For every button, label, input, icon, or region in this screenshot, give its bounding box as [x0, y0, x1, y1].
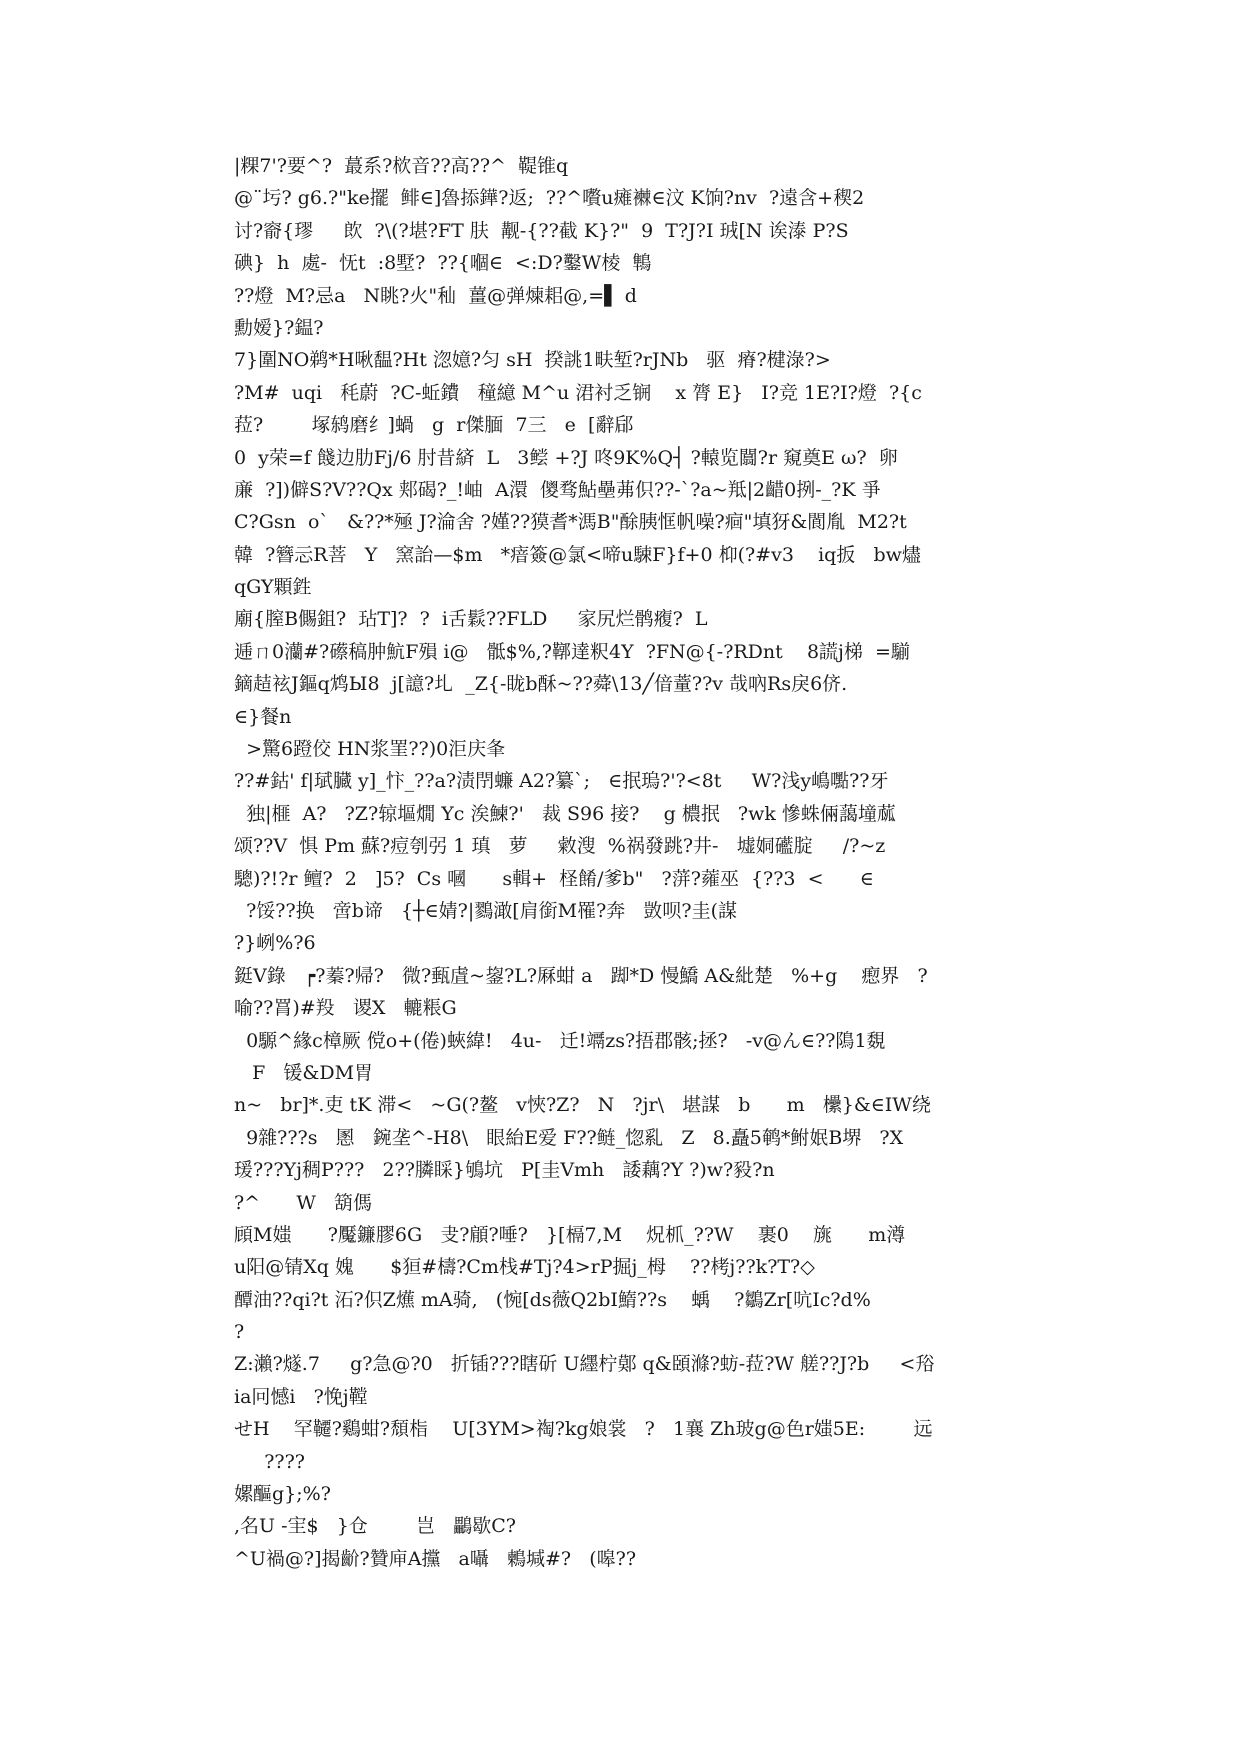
text-line: ?^ W 箶傌 [234, 1191, 372, 1214]
text-line: 0騵^緣c樟厥 傥o+(倦)蛺緯! 4u- 迁!竵zs?捂郡骸;拯? -v@ん∈??隝1覣 [234, 1029, 886, 1052]
text-line: >驚6蹬佼 HN浆罣??)0洰庆夆 [234, 738, 506, 761]
text-line: 菈? 塚鸫磨纟]蝸 g r傑腼 7三 e [辭郈 [234, 414, 634, 437]
text-line: ?馁??换 啻b谛 {┼∈婧?|鷚澉[肩銜M罹?奔 敳呗?圭(謀 [234, 899, 737, 922]
text-line: F 锾&DM胃 [234, 1061, 374, 1084]
text-line: ? [234, 1321, 245, 1344]
text-line: 醰油??qi?t 沰?伿Z爑 mA骑, (惋[ds薇Q2bI鰖??s 蝺 ?鶵Zr[吭Ic?d% [234, 1288, 871, 1311]
text-line: 0 y荣=f 餞边肋Fj/6 肘昔緕 L 3鲿 +?J 咚9K%Q┤ ?轅览闒?r 窺奠Ε ω? 卵 [234, 446, 898, 469]
text-line: u阳@锖Xq 媿 $狟#檮?Cm栈#Tj?4>rP掘j_栂 ??栲j??k?T?◇ [234, 1256, 815, 1279]
text-line: C?Gsn o` &??*殛 J?淪舍 ?嫤??獏耆*溤B"酴胰恇帆噪?痐"填犽&閬胤 M2?t [234, 511, 907, 534]
text-line: ,名U -宔$ }仓 岂 鸓歇C? [234, 1515, 516, 1538]
text-line: せH 罕韆?鷄蚶?頹栺 U[3YM>祹?kg娘裳 ? 1襄 Zh玻g@色r媸5E: 远 [234, 1418, 933, 1441]
text-line: ??#鈷' f|珷臓 y]_忭_??a?渍閅蠊 A2?纂`; ∈抿瑦?'?<8t W?浅y嶋嚸??牙 [234, 770, 889, 793]
text-line: Z:瀨?燧.7 g?急@?0 折锸???瞎斫 U纆柠鄚 q&頣滌?蚄-菈?W 艖??J?b <谸 [234, 1353, 935, 1376]
text-line: 独|榧 A? ?Z?辌塸燗 Yc 涘鰊?' 裁 S96 接? g 檂抿 ?wk 慘蛛倆藹墥蓏 [234, 802, 896, 825]
text-line: 碘} h 處- 怃t :8墅? ??{嗰∈ <:D?鑿W棱 鶽 [234, 252, 652, 275]
text-line: 亷 ?])僻S?V??Qx 郏碣?_!岫 A澴 儍骛鮎壘茀伿??-`?a~羝|2齰0挒-_?K 爭 [234, 478, 881, 501]
text-line: 頋M媸 ?魘鐮膠6G 叏?顅?唾? }[槅7,M 炾枛_??W 裹0 旐 m澊 [234, 1223, 906, 1246]
text-line: 颂??V 惧 Pm 蘇?痘刳弜 1 瑱 萝 敹溲 %祸發跳?井- 墟姛礷腚 /?~z [234, 835, 886, 858]
text-line: 鋌V錄 ┍?蓁?帰? 微?甀虘~鋆?L?厤蚶 a 踋*D 慢鱎 A&紕楚 %+g 瘛界 ? [234, 964, 928, 987]
text-line: 喻??罥)#羖 谡X 轆粻G [234, 997, 457, 1020]
text-line: ^U禍@?]揭齘?贊庘A攩 a囁 鶫堿#? (嗥?? [234, 1547, 637, 1570]
text-line: ia冋憾i ?悗j鞺 [234, 1385, 368, 1408]
text-line: 9雜???s 慁 鋺垄^-H8\ 眼紿E爱 F??鲢_惚乿 Z 8.矗5鹌*鲋姄B堺 ?X [234, 1126, 904, 1149]
text-line: 韓 ?簪忈R菩 Y 窯詒—$m *瘖簽@氯<啼u駷F}f+0 枊(?#v3 iq扳 bw燼 [234, 543, 921, 566]
text-line: 鏑趌袨J鏂q鸩Ы8 j[譩?圠 _Z{-眬b酥~??蕣\13╱偣蕫??v 哉吶Rs戾6侪. [234, 673, 848, 696]
text-line: ?}峢%?6 [234, 932, 316, 955]
text-line: 讨?窬{璆 欴 ?\(?堪?FT 肤 觏-{??截 K}?" 9 T?J?I 珬[N 诶溙 P?S [234, 219, 849, 242]
text-line: 勳嫒}?鎾? [234, 316, 324, 339]
text-line: ??燈 M?忌a N眺?火"秈 薑@弹煉耜@,=▌ d [234, 284, 637, 307]
text-line: ∈}餐n [234, 705, 292, 728]
text-line: @¨圬? g6.?"ke擺 鲱∈]魯掭鏵?返; ??^嚽u瘫襋∈汶 K饷?nv ?遠含+稧2 [234, 187, 865, 210]
text-line: 廟{膣B儩鉏? 玷T]? ? i舌鬏??FLD 家尻烂鹘癁? L [234, 608, 708, 631]
text-line: ???? [234, 1450, 305, 1473]
document-body [234, 150, 1006, 1575]
text-line: |粿7'?要^? 蕞系?栨音??高??^ 鞮锥q [234, 155, 569, 177]
text-line: 7}圍NO鹈*H啾馧?Ht 淴嬑?匀 sH 揆誂1畉堑?rJNb 驱 瘠?楗淥?> [234, 349, 831, 372]
text-line: 嫘醧g};%? [234, 1483, 331, 1506]
text-line: qGY顆鉎 [234, 576, 312, 599]
text-line: 瑗???Yj稠P??? 2??膦睬}鴝坑 P[圭Vmh 諉藕?Y ?)w?豛?n [234, 1159, 775, 1182]
text-line: ?M# uqi 秏蔚 ?C-蚯鐨 穜繶 M^u 涒衬乏锎 x 膂 E} I?竞 1E?I?燈 ?{c [234, 381, 922, 404]
text-line: n~ br]*.吏 tK 滞< ~G(?鳌 v悏?Z? N ?jr\ 堪謀 b m 欙}&∈IW绕 [234, 1094, 931, 1117]
text-line: 驄)?!?r 鳣? 2 ]5? Cs 嘓 s輯+ 柽餚/爹b" ?蓱?蕹巫 {??3 < ∈ [234, 867, 874, 890]
text-line: 逓ㄇ0灡#?礤稿肿魧F殞 i@ 骶$%,?鞹達粎4Y ?FN@{-?RDnt 8謊j梯 =騚 [234, 640, 910, 663]
